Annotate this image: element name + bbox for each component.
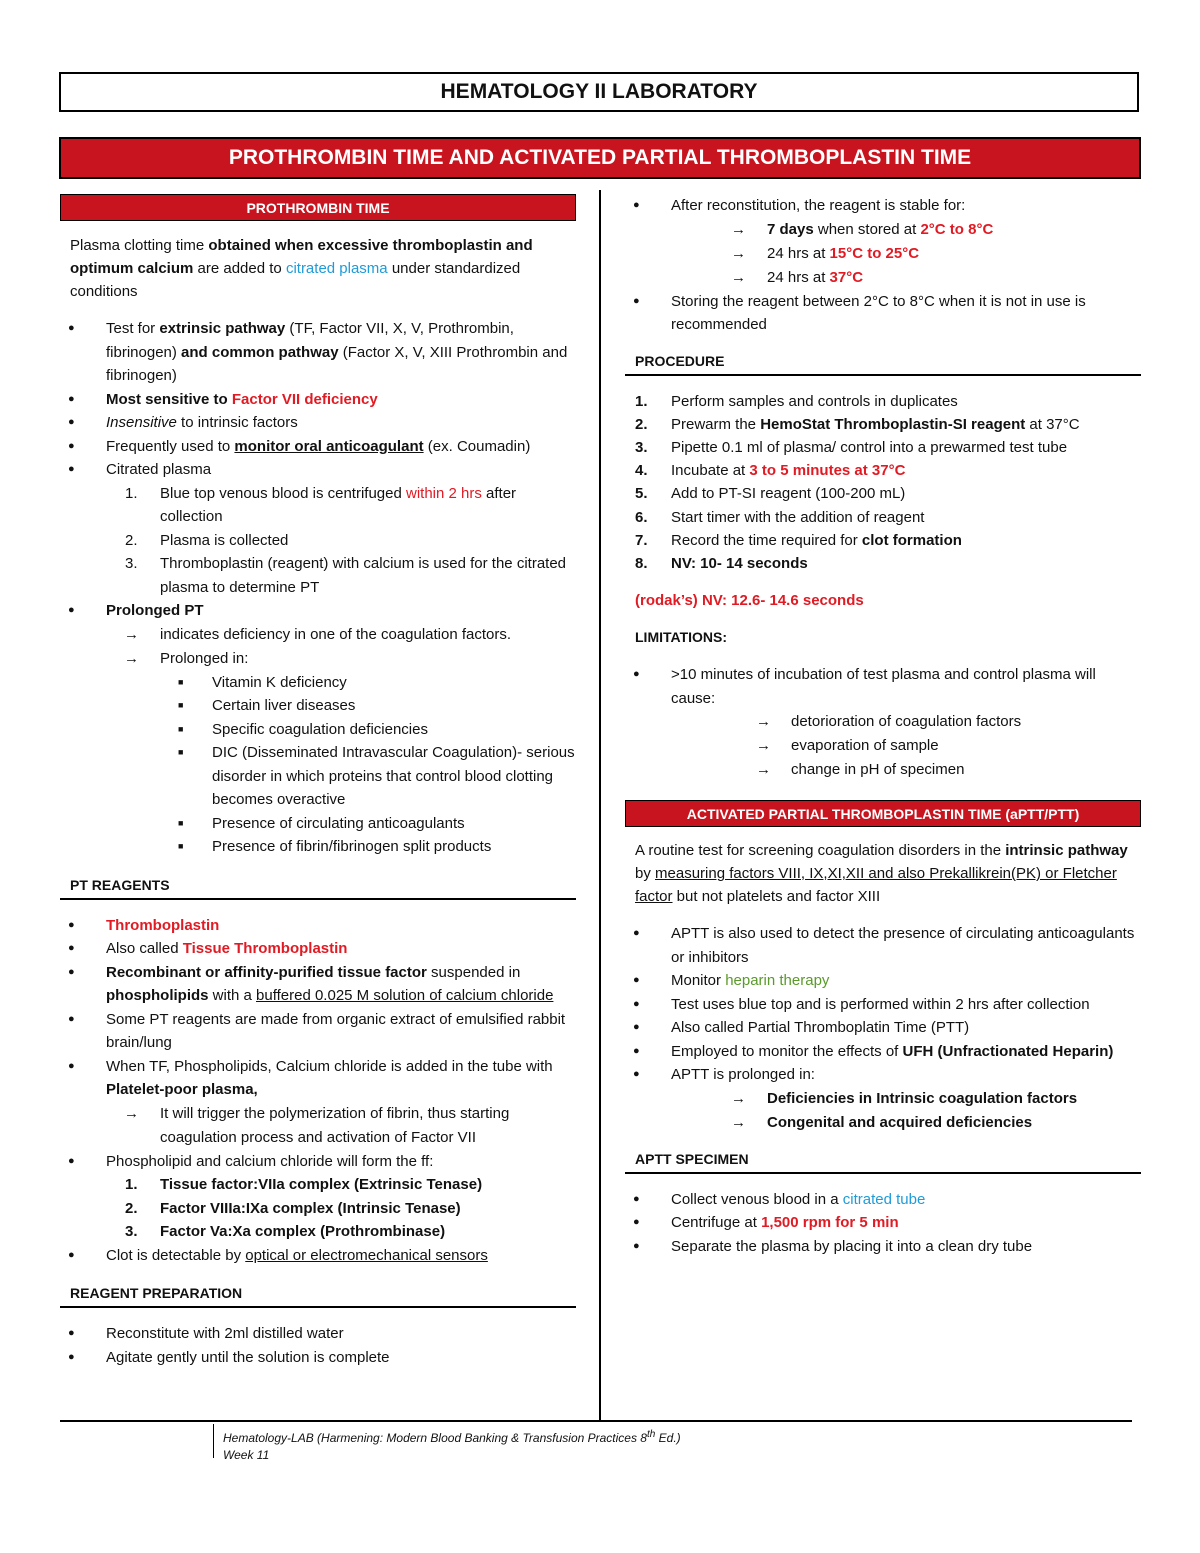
limitations-arrows [671,710,1141,782]
text: indicates deficiency in one of the coagulation factors. [160,625,512,643]
text: Frequently used to [106,437,235,455]
text: with a [208,987,257,1004]
stability-bullets [625,194,1141,337]
text: Prolonged in: [160,649,249,667]
item-number: 1. [125,1176,138,1193]
text-bold: Recombinant or affinity-purified tissue factor [106,963,427,981]
text-bold: Prolonged PT [106,602,204,619]
item-number: 1. [635,392,648,410]
list-item [671,710,1141,734]
list-item [671,758,1141,782]
text: suspended in [426,963,521,981]
document-subtitle [59,137,1141,179]
list-item [625,1211,1141,1235]
text-bold: clot formation [861,531,962,549]
text: Pipette 0.1 ml of plasma/ control into a prewarmed test tube [671,438,1068,456]
list-item [60,937,576,961]
text: to intrinsic factors [176,414,298,431]
text: APTT is also used to detect the presence of circulating anticoagulants or inhibitors [671,925,1135,966]
list-item [60,411,576,435]
item-number: 3. [635,438,648,456]
list-item [625,529,1141,552]
list-item [625,663,1141,782]
rodak-nv: (rodak’s) NV: 12.6- 14.6 seconds [635,592,864,610]
text-underline: measuring factors VIII, IX,XI,XII and also Prekallikrein(PK) or Fletcher factor [635,865,1117,906]
list-item [671,242,1141,266]
pt-section-bar: PROTHROMBIN TIME [60,194,576,221]
list-item [625,1063,1141,1135]
list-item [60,1008,576,1055]
procedure-heading: PROCEDURE [625,353,1141,376]
reagent-bullets [60,914,576,1268]
reagent-prep-heading: REAGENT PREPARATION [60,1285,576,1308]
text-underline: buffered 0.025 M solution of calcium chloride [256,987,554,1004]
text: Phospholipid and calcium chloride will form the ff: [106,1152,434,1170]
text-bold-underline: monitor oral anticoagulant [234,437,424,455]
list-item [625,922,1141,969]
footer-rule [60,1420,1132,1422]
text: Clot is detectable by [106,1246,246,1264]
left-column [60,194,576,1369]
list-item [625,1235,1141,1259]
list-item [60,1244,576,1268]
text: Separate the plasma by placing it into a clean dry tube [671,1237,1033,1255]
footer-week: Week 11 [223,1448,270,1462]
text: 24 hrs at [767,244,830,262]
list-item [106,647,576,671]
pt-reagents-heading: PT REAGENTS [60,877,576,900]
list-item [60,435,576,459]
text-blue: citrated tube [842,1190,926,1208]
text: Some PT reagents are made from organic extract of emulsified rabbit brain/lung [106,1010,566,1051]
def-text: Plasma clotting time [70,237,209,254]
list-item [625,993,1141,1017]
text: Incubate at [671,462,750,480]
list-item [625,506,1141,529]
text: Blue top venous blood is centrifuged [160,484,406,502]
limitations-bullets [625,663,1141,782]
list-item [106,718,576,742]
list-item [625,482,1141,505]
text-italic: Insensitive [106,414,177,431]
list-item [60,458,576,599]
aptt-prolonged-arrows [671,1087,1141,1135]
text-red: 15°C to 25°C [829,244,920,262]
text: Collect venous blood in a [671,1190,843,1208]
text-bold: UFH (Unfractionated Heparin) [902,1042,1114,1060]
item-number: 7. [635,531,648,549]
list-item [625,459,1141,482]
text-bold: Congenital and acquired deficiencies [767,1113,1033,1131]
text: (ex. Coumadin) [423,437,531,455]
pt-bullets [60,317,576,859]
text: A routine test for screening coagulation disorders in the [635,842,1006,860]
text: by [635,865,656,883]
list-item [106,671,576,695]
text-bold: Platelet-poor plasma, [106,1081,258,1098]
list-item [671,1087,1141,1111]
text-underline: optical or electromechanical sensors [245,1246,488,1264]
footer-sup: th [646,1429,656,1440]
text-red: 1,500 rpm for 5 min [761,1214,899,1232]
text: Certain liver diseases [212,697,356,714]
aptt-definition [625,839,1141,908]
text: Monitor [671,972,726,990]
text: DIC (Disseminated Intravascular Coagulation)- serious disorder in which proteins that control blood clotting becomes overactive [212,744,575,808]
list-item [106,552,576,599]
citrated-steps [106,482,576,600]
text: at 37°C [1025,415,1080,433]
list-item [625,290,1141,337]
text: but not platelets and factor XIII [672,888,881,906]
text: evaporation of sample [791,737,939,755]
list-item [60,599,576,859]
text: Specific coagulation deficiencies [212,720,428,738]
list-item [60,1150,576,1244]
item-number: 4. [635,462,648,480]
text: When TF, Phospholipids, Calcium chloride is added in the tube with [106,1057,553,1075]
text: Prewarm the [671,415,761,433]
text: Also called Partial Thromboplatin Time (PTT) [671,1019,970,1037]
list-item [106,1197,576,1221]
text: (TF, Factor VII, X, V, Prothrombin, fibrinogen) [106,320,514,361]
text: Record the time required for [671,531,862,549]
text-red: 37°C [829,268,864,286]
list-item [60,1346,576,1370]
list-item [625,194,1141,290]
text-red: Tissue Thromboplastin [182,940,348,957]
text: Agitate gently until the solution is complete [106,1348,390,1366]
text-bold: Deficiencies in Intrinsic coagulation factors [767,1089,1078,1107]
list-item [106,1173,576,1197]
text: Start timer with the addition of reagent [671,508,925,526]
text: Tissue factor:VIIa complex (Extrinsic Tenase) [160,1176,483,1193]
pt-definition [60,234,576,303]
list-item [106,835,576,859]
text: Add to PT-SI reagent (100-200 mL) [671,485,906,503]
text: Storing the reagent between 2°C to 8°C when it is not in use is recommended [671,292,1086,333]
aptt-bullets [625,922,1141,1135]
list-item [625,552,1141,575]
text-bold: intrinsic pathway [1005,842,1128,860]
list-item [625,390,1141,413]
text: After reconstitution, the reagent is stable for: [671,197,966,214]
complex-list [106,1173,576,1244]
aptt-specimen-heading: APTT SPECIMEN [625,1151,1141,1174]
list-item [106,694,576,718]
text: Centrifuge at [671,1214,762,1232]
text: Perform samples and controls in duplicates [671,392,958,410]
list-item [60,317,576,388]
text-bold: Most sensitive to [106,390,232,408]
item-number: 5. [635,485,648,503]
text: Presence of circulating anticoagulants [212,814,465,832]
subtitle-text: PROTHROMBIN TIME AND ACTIVATED PARTIAL THROMBOPLASTIN TIME [228,146,972,169]
item-number: 6. [635,508,648,526]
list-item [106,1220,576,1244]
aptt-section-bar: ACTIVATED PARTIAL THROMBOPLASTIN TIME (aPTT/PTT) [625,800,1141,827]
list-item [625,1040,1141,1064]
list-item [671,218,1141,242]
list-item [106,623,576,647]
text: (Factor X, V, XIII Prothrombin and fibrinogen) [106,343,568,384]
list-item [60,1055,576,1150]
list-item [625,413,1141,436]
text-red: Thromboplastin [106,916,220,934]
list-item [106,741,576,812]
text: Citrated plasma [106,461,212,478]
text: when stored at [813,220,921,238]
text-bold: extrinsic pathway [159,320,286,337]
text: >10 minutes of incubation of test plasma and control plasma will cause: [671,666,1096,707]
item-number: 2. [635,415,648,433]
text: Test uses blue top and is performed within 2 hrs after collection [671,995,1090,1013]
limitations-heading: LIMITATIONS: [635,629,728,646]
text-green: heparin therapy [725,972,830,990]
text-red: Factor VII deficiency [231,390,378,408]
text: Test for [106,320,160,337]
item-number: 8. [635,554,648,572]
specimen-bullets [625,1188,1141,1259]
prep-bullets [60,1322,576,1369]
text-red: 3 to 5 minutes at 37°C [749,462,906,480]
text: Factor Va:Xa complex (Prothrombinase) [160,1223,446,1240]
text: Thromboplastin (reagent) with calcium is used for the citrated plasma to determine PT [160,555,567,596]
procedure-list [625,390,1141,576]
text: after collection [160,484,517,525]
list-item [60,961,576,1008]
prolonged-arrows [106,623,576,671]
item-number: 3. [125,1223,138,1240]
text-red: 2°C to 8°C [920,220,994,238]
item-number: 1. [125,484,138,502]
text-red: within 2 hrs [406,484,482,502]
title-text: HEMATOLOGY II LABORATORY [440,80,758,103]
document-title [59,72,1139,112]
def-text: under standardized conditions [70,260,521,300]
list-item [106,812,576,836]
text: Presence of fibrin/fibrinogen split products [212,838,492,855]
footer-text: Hematology-LAB (Harmening: Modern Blood Banking & Transfusion Practices 8 [223,1431,647,1445]
item-number: 2. [125,531,138,549]
text-bold: NV: 10- 14 seconds [671,554,808,572]
def-text: are added to [193,260,286,277]
text: detorioration of coagulation factors [791,713,1022,731]
text: Plasma is collected [160,531,289,549]
column-divider [599,190,601,1420]
item-number: 2. [125,1199,138,1217]
list-item [671,266,1141,290]
footer-tick [213,1424,214,1458]
list-item [625,1188,1141,1212]
list-item [625,436,1141,459]
text: Reconstitute with 2ml distilled water [106,1325,344,1342]
list-item [106,1102,576,1150]
text: change in pH of specimen [791,761,965,779]
footer [223,1426,681,1464]
def-citrated: citrated plasma [285,260,388,277]
list-item [625,1016,1141,1040]
def-bold: obtained when excessive thromboplastin and optimum calcium [70,237,533,277]
list-item [106,529,576,553]
text: APTT is prolonged in: [671,1066,815,1084]
right-column [625,194,1141,1258]
item-number: 3. [125,555,138,572]
text: Factor VIIIa:IXa complex (Intrinsic Tenase) [160,1199,461,1217]
text-bold: 7 days [767,220,814,238]
list-item [60,388,576,412]
list-item [671,734,1141,758]
text: It will trigger the polymerization of fibrin, thus starting coagulation process and activation of Factor VII [160,1104,510,1146]
footer-text: Ed.) [655,1431,681,1445]
text-bold: phospholipids [106,987,209,1004]
text: Also called [106,940,183,957]
text: Employed to monitor the effects of [671,1042,903,1060]
list-item [671,1111,1141,1135]
list-item [60,914,576,938]
list-item [60,1322,576,1346]
stability-arrows [671,218,1141,290]
text-bold: HemoStat Thromboplastin-SI reagent [760,415,1026,433]
text: Vitamin K deficiency [212,673,347,691]
footer-reference [223,1426,681,1447]
list-item [106,482,576,529]
text: 24 hrs at [767,268,830,286]
tf-arrows [106,1102,576,1150]
prolonged-conditions [106,671,576,859]
text-bold: and common pathway [181,343,339,361]
list-item [625,969,1141,993]
